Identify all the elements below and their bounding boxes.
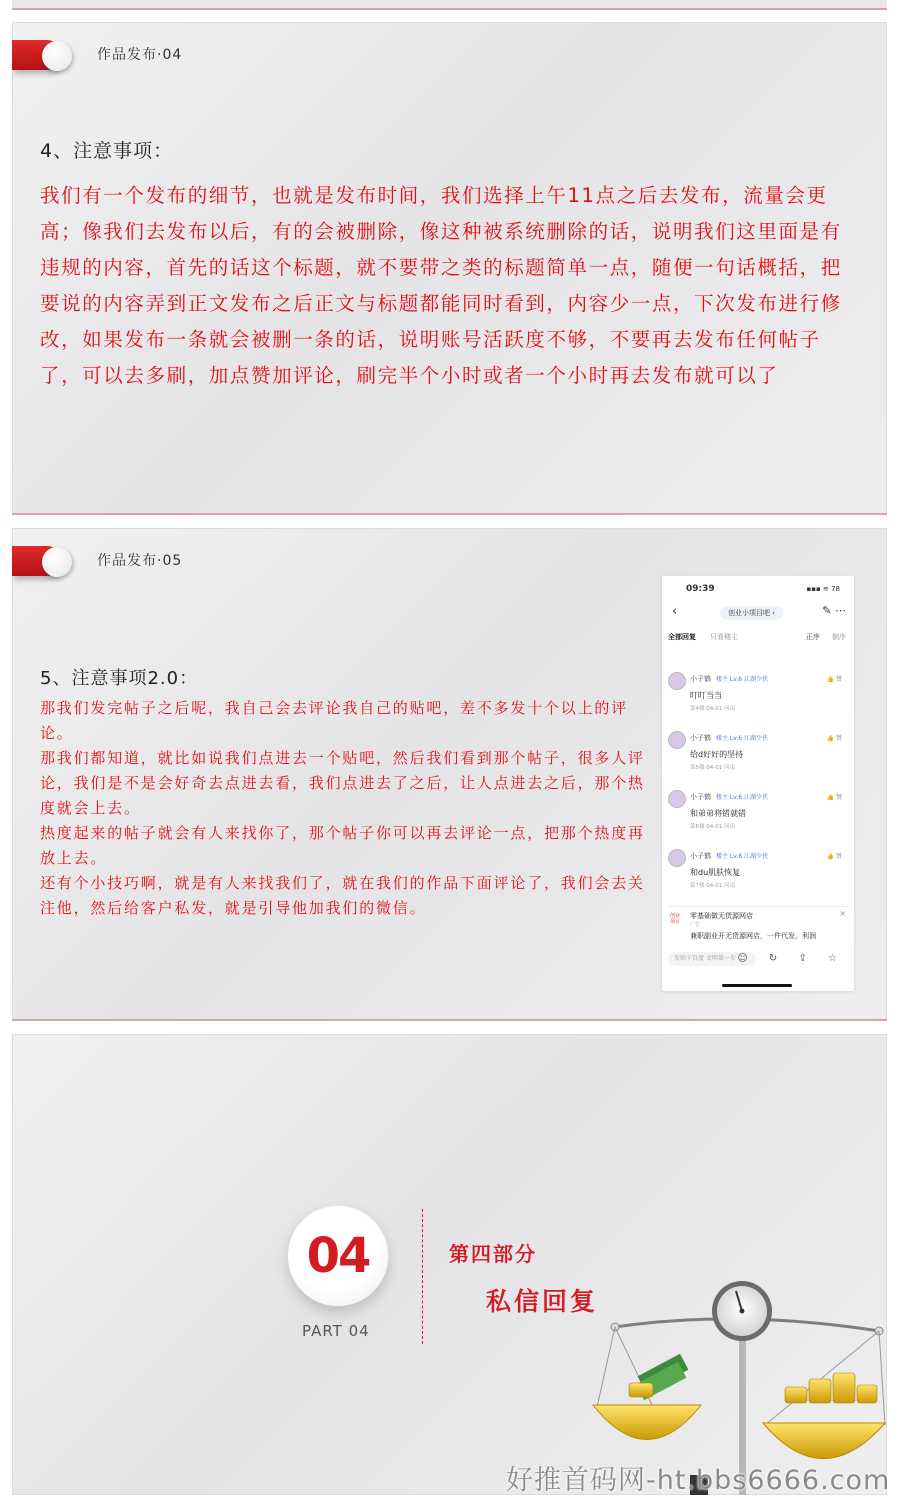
comment-user[interactable]: 小子鹤 [690,793,711,801]
reply-action-icons[interactable]: ☺ ↻ ⇪ ☆ [737,953,846,964]
body-paragraph: 还有个小技巧啊，就是有人来找我们了，就在我们的作品下面评论了，我们会去关注他，然后给客户私发，就是引导他加我们的微信。 [40,874,645,917]
section-subtitle: 第四部分 [449,1242,537,1266]
like-button[interactable]: 👍 赞 [826,794,842,801]
comment-text: 和弟弟将错就错 [690,809,746,818]
nav-bar [662,604,854,624]
avatar[interactable] [668,790,686,808]
user-badges: 楼主 Lv.6 江湖少侠 [716,735,768,742]
status-icons: ▪▪▪ ≋ 78 [806,585,840,593]
slide-label: 作品发布·04 [97,47,183,63]
user-badges: 楼主 Lv.6 江湖少侠 [716,676,768,683]
avatar[interactable] [668,672,686,690]
comment-item [668,729,848,784]
user-badges: 楼主 Lv.6 江湖少侠 [716,853,768,860]
reply-input[interactable]: 发贴于百度 文明第一步 [668,952,756,966]
comment-item [668,788,848,843]
comment-text: 给d好好的坚持 [690,750,744,759]
slide-body-text [40,696,646,921]
slide-heading: 5、注意事项2.0： [40,668,199,689]
comment-user[interactable]: 小子鹤 [690,852,711,860]
ad-label: 广告 [690,922,701,928]
watermark: 好推首码网-ht.bbs6666.com [506,1465,891,1496]
ad-logo: 创业 项目 [670,913,681,925]
comment-meta: 第7楼 04-01 河南 [690,883,735,889]
avatar[interactable] [668,849,686,867]
edit-more-icons[interactable]: ✎ ⋯ [822,604,846,617]
avatar[interactable] [668,731,686,749]
tab-descending[interactable]: 倒序 [832,633,846,641]
section-slide-4 [12,1034,887,1495]
comment-text: 叮叮当当 [690,691,722,700]
body-paragraph: 热度起来的帖子就会有人来找你了，那个帖子你可以再去评论一点，把那个热度再放上去。 [40,824,645,867]
reply-bar [668,952,848,968]
slide-tag-pill [12,37,76,73]
slide-tag-pill [12,543,76,579]
comment-item [668,670,848,725]
slide-body-text: 我们有一个发布的细节，也就是发布时间，我们选择上午11点之后去发布，流量会更高；像我们去发布以后，有的会被删除，像这种被系统删除的话，说明我们这里面是有违规的内容，首先的话这个标题，就不要带之类的标题简单一点，随便一句话概括，把要说的内容弄到正文发布之后正文与标题都能同时看到，内容少一点，下次发布进行修改，如果发布一条就会被删一条的话，说明账号活跃度不够，不要再去发布任何帖子了，可以去多刷，加点赞加评论，刷完半个小时或者一个小时再去发布就可以了 [40,184,842,387]
tab-op-only[interactable]: 只看楼主 [710,633,738,641]
like-button[interactable]: 👍 赞 [826,735,842,742]
slide-heading: 4、注意事项： [40,140,174,162]
ad-card[interactable] [668,906,848,947]
slide-notes-4 [12,22,887,515]
ad-description: 兼职副业开无货源网店，一件代发，利润 [690,932,816,940]
previous-slide-edge [12,0,887,10]
forum-name[interactable]: 创业小项目吧 › [720,606,783,620]
user-badges: 楼主 Lv.6 江湖少侠 [716,794,768,801]
reply-tabs [668,632,846,644]
like-button[interactable]: 👍 赞 [826,853,842,860]
part-label: PART 04 [302,1322,370,1340]
body-paragraph: 那我们都知道，就比如说我们点进去一个贴吧，然后我们看到那个帖子，很多人评论，我们是不是会好奇去点进去看，我们点进去了之后，让人点进去之后，那个热度就会上去。 [40,749,645,817]
comment-text: 和du肌肤恢复 [690,868,741,877]
comment-user[interactable]: 小子鹤 [690,734,711,742]
close-icon[interactable]: × [839,909,846,918]
ad-title: 零基础做无货源网店 [690,912,753,920]
like-button[interactable]: 👍 赞 [826,676,842,683]
comment-meta: 第6楼 04-01 河南 [690,824,735,830]
divider [422,1209,423,1344]
slide-label: 作品发布·05 [97,553,183,569]
slide-notes-5 [12,528,887,1021]
comment-item [668,847,848,902]
section-title: 私信回复 [486,1287,599,1316]
tab-all-replies[interactable]: 全部回复 [668,633,696,641]
comment-meta: 第5楼 04-01 河南 [690,765,735,771]
comment-meta: 第4楼 04-01 河南 [690,706,735,712]
comment-user[interactable]: 小子鹤 [690,675,711,683]
status-time: 09:39 [686,584,715,594]
section-number: 04 [306,1228,370,1284]
tab-ascending[interactable]: 正序 [806,633,820,641]
home-indicator [722,984,792,987]
back-icon[interactable]: ‹ [672,604,678,619]
tieba-screenshot [662,576,854,991]
body-paragraph: 那我们发完帖子之后呢，我自己会去评论我自己的贴吧，差不多发十个以上的评论。 [40,699,629,742]
